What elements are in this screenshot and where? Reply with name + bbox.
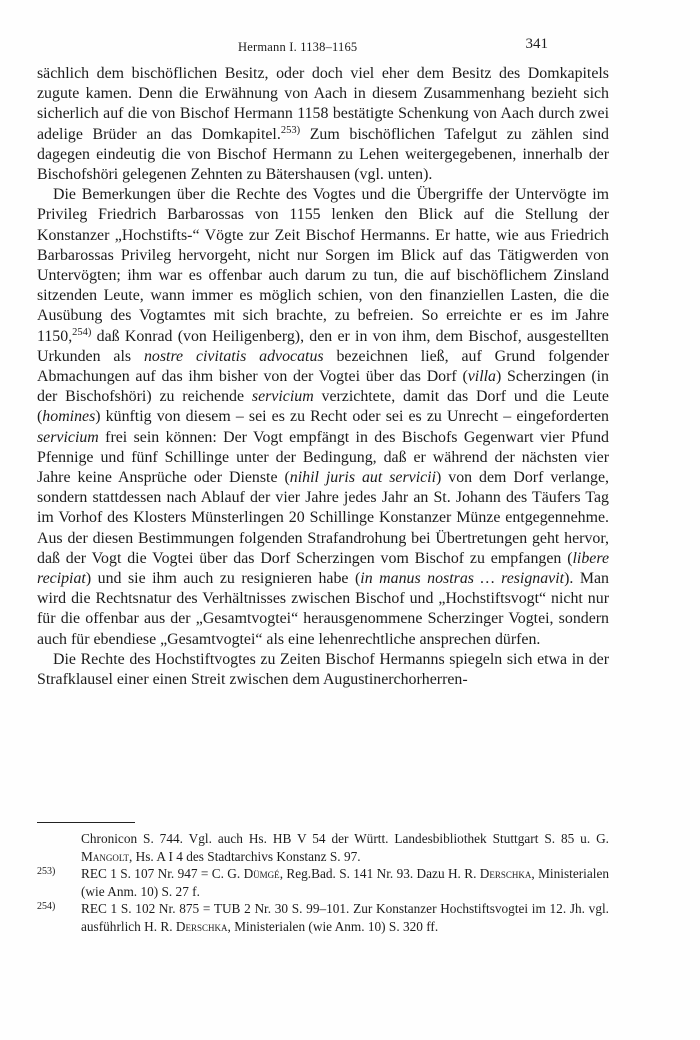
text-run: Zum bischöflichen Tafelgut zu zählen sind dagegen eindeutig die von Bischof Hermann zu Lehen weitergegebenen, innerhalb der Bischofshöri gelegenen Zehnten zu Bätershausen (vgl. unten).: [37, 125, 609, 184]
text-run: daß Konrad (von Heiligenberg), den er in von ihm, dem Bischof, ausgestellten Urkunden als: [37, 327, 609, 365]
paragraph-2: [37, 185, 609, 650]
latin-term: libere recipiat: [37, 549, 609, 588]
text-run: Chronicon S. 744. Vgl. auch Hs. HB V 54 der Württ. Landesbibliothek Stuttgart S. 85 u. G.: [81, 831, 609, 846]
author-name: Derschka: [175, 918, 228, 934]
footnotes: [37, 830, 609, 936]
running-head: [0, 36, 700, 58]
latin-term: villa: [467, 368, 496, 386]
footnote-ref-253: 253): [280, 124, 301, 136]
text-run: Die Bemerkungen über die Rechte des Vogtes und die Übergriffe der Untervögte im Privileg Friedrich Barbarossas von 1155 lenken den Blick auf die Stellung der Konstanzer „Hochstifts-“ Vögte zur Zeit Bischof Hermanns. Er hatte, wie aus Friedrich Barbarossas Privileg hervorgeht, nicht nur Sorgen im Blick auf das Tätigwerden von Untervögten; ihm war es offenbar auch darum zu tun, die auf bischöflichem Zinsland sitzenden Leute, wann immer es möglich schien, von den finanziellen Lasten, die die Ausübung des Vogtamtes mit sich brachte, zu befreien. So erreichte er es im Jahre 1150,: [37, 186, 609, 345]
latin-term: servicium: [37, 428, 99, 446]
author-name: Dümgé: [243, 866, 280, 882]
text-run: ) Scherzingen (in der Bischofshöri) zu reichende: [37, 368, 609, 406]
latin-term: servicium: [251, 388, 314, 406]
footnote-continuation: [37, 830, 609, 865]
main-text: [37, 64, 609, 690]
page-number: 341: [525, 36, 548, 52]
paragraph-1: [37, 64, 609, 185]
latin-term: in manus nostras … resignavit: [360, 570, 565, 588]
footnote-254: [37, 900, 609, 935]
text-run: ) von dem Dorf verlange, sondern stattdessen nach Ablauf der vier Jahre jedes Jahr an St. Johann des Täufers Tag im Vorhof des Klosters Münsterlingen 20 Schillinge Konstanzer Münze entgegennehme. Aus der diesen Bestimmungen folgenden Strafandrohung bei Übertretungen geht hervor, daß der Vogt die Vogtei über das Dorf Scherzingen vom Bischof zu empfangen (: [37, 469, 609, 567]
text-run: ). Man wird die Rechtsnatur des Verhältnisses zwischen Bischof und „Hochstiftsvogt“ nicht nur für die offenbar aus der „Gesamtvogtei“ herausgenommene Scherzinger Vogtei, sondern auch für ebendiese „Gesamtvogtei“ als eine lehenrechtliche ansprechen dürfen.: [37, 570, 609, 648]
footnote-rule: [37, 822, 135, 823]
latin-term: nostre civitatis advocatus: [143, 347, 324, 365]
text-run: sächlich dem bischöflichen Besitz, oder doch viel eher dem Besitz des Domkapitels zugute kamen. Denn die Erwähnung von Aach in diesem Zusammenhang bezieht sich sicherlich auf die von Bischof Hermann 1158 bestätigte Schenkung von Aach durch zwei adelige Brüder an das Domkapitel.: [37, 65, 609, 143]
text-run: bezeichnen ließ, auf Grund folgender Abmachungen auf das ihm bisher von der Vogtei über das Dorf (: [37, 347, 610, 386]
text-run: verzichtete, damit das Dorf und die Leute (: [37, 388, 609, 426]
latin-term: nihil juris aut servicii: [289, 469, 436, 487]
author-name: Mangolt: [81, 848, 129, 864]
latin-term: homines: [42, 408, 96, 426]
footnote-marker: 253): [37, 866, 56, 878]
paragraph-3: Die Rechte des Hochstiftvogtes zu Zeiten Bischof Hermanns spiegeln sich etwa in der Strafklausel einer einen Streit zwischen dem Augustinerchorherren-: [37, 650, 609, 689]
text-run: ) künftig von diesem – sei es zu Recht oder sei es zu Unrecht – eingeforderten: [95, 408, 609, 426]
text-run: , Reg.Bad. S. 141 Nr. 93. Dazu H. R.: [279, 866, 480, 882]
footnote-ref-254: 254): [72, 326, 92, 338]
running-title: Hermann I. 1138–1165: [238, 40, 358, 54]
footnote-253: [37, 865, 609, 900]
text-run: , Ministerialen (wie Anm. 10) S. 27 f.: [81, 866, 610, 899]
text-run: frei sein können: Der Vogt empfängt in des Bischofs Gegenwart vier Pfund Pfennige und fünf Schillinge unter der Bedingung, daß er während der nächsten vier Jahre keine Ansprüche oder Dienste (: [37, 428, 609, 487]
text-run: , Ministerialen (wie Anm. 10) S. 320 ff.: [227, 918, 439, 934]
footnote-marker: 254): [37, 901, 56, 913]
text-run: ) und sie ihm auch zu resignieren habe (: [85, 570, 361, 588]
text-run: , Hs. A I 4 des Stadtarchivs Konstanz S. 97.: [129, 848, 361, 864]
text-run: REC 1 S. 102 Nr. 875 = TUB 2 Nr. 30 S. 99–101. Zur Konstanzer Hochstiftsvogtei im 12. Jh. vgl. ausführlich H. R.: [81, 901, 609, 934]
author-name: Derschka: [479, 866, 532, 882]
text-run: REC 1 S. 107 Nr. 947 = C. G.: [81, 866, 244, 882]
